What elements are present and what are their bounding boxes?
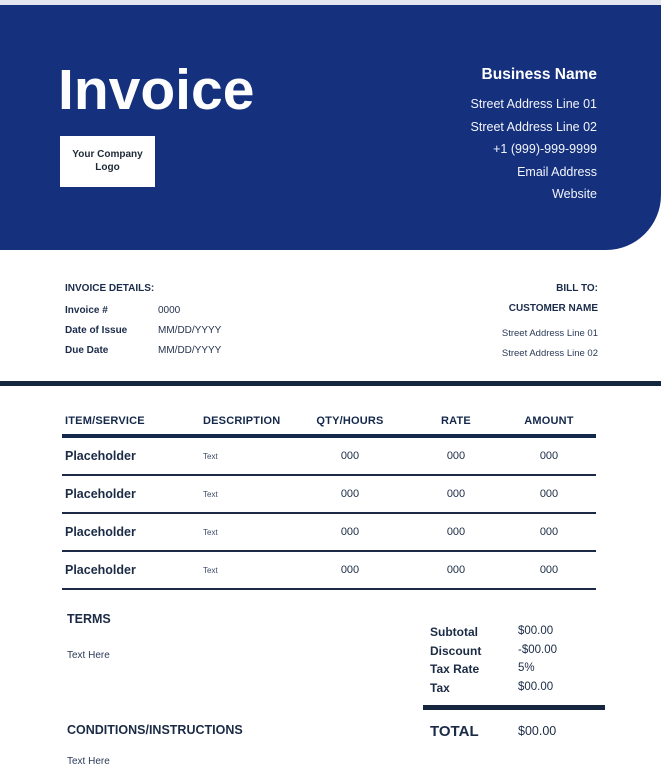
- total-label: TOTAL: [430, 722, 479, 740]
- terms-text: Text Here: [67, 650, 110, 661]
- qty-cell: 000: [340, 564, 360, 576]
- conditions-heading: CONDITIONS/INSTRUCTIONS: [67, 723, 243, 737]
- table-row: [62, 552, 596, 590]
- invoice-number-label: Invoice #: [65, 305, 108, 316]
- invoice-number-value: 0000: [158, 305, 181, 316]
- date-of-issue-row: [65, 325, 221, 345]
- qty-cell: 000: [340, 450, 360, 462]
- customer-name: CUSTOMER NAME: [508, 303, 598, 314]
- description-cell: Text: [203, 489, 218, 499]
- date-of-issue-value: MM/DD/YYYY: [158, 325, 222, 336]
- qty-cell: 000: [340, 488, 360, 500]
- description-cell: Text: [203, 451, 218, 461]
- item-cell: Placeholder: [65, 449, 136, 463]
- item-cell: Placeholder: [65, 525, 136, 539]
- subtotal-label: Subtotal: [430, 625, 478, 639]
- bill-to-heading: BILL TO:: [556, 283, 598, 294]
- col-header-item: ITEM/SERVICE: [65, 414, 145, 427]
- conditions-text: Text Here: [67, 756, 110, 767]
- rate-cell: 000: [446, 526, 466, 538]
- business-address-line-1: Street Address Line 01: [470, 97, 597, 111]
- total-row: [423, 723, 605, 740]
- table-row: [62, 514, 596, 552]
- amount-cell: 000: [539, 450, 559, 462]
- totals-rows: [423, 625, 605, 710]
- discount-value: -$00.00: [518, 643, 558, 656]
- company-logo: [60, 136, 155, 187]
- logo-line-1: Your Company: [72, 149, 143, 160]
- customer-address-line-1: Street Address Line 01: [501, 328, 598, 339]
- items-table: [62, 407, 596, 590]
- date-of-issue-label: Date of Issue: [65, 325, 128, 336]
- company-logo-text: [72, 149, 142, 174]
- subtotal-row: [423, 625, 605, 644]
- page-title: Invoice: [58, 58, 255, 122]
- tax-rate-label: Tax Rate: [430, 662, 480, 677]
- customer-address-line-2: Street Address Line 02: [501, 348, 598, 359]
- due-date-value: MM/DD/YYYY: [158, 345, 222, 356]
- tax-label: Tax: [430, 681, 450, 696]
- logo-line-2: Logo: [95, 161, 120, 173]
- invoice-header: [0, 5, 661, 250]
- bill-to: [502, 283, 598, 364]
- invoice-number-row: [65, 305, 221, 325]
- business-name: Business Name: [481, 66, 597, 83]
- rate-cell: 000: [446, 564, 466, 576]
- business-website: Website: [552, 187, 597, 202]
- business-phone: +1 (999)-999-9999: [493, 142, 597, 157]
- rate-cell: 000: [446, 450, 466, 462]
- tax-rate-value: 5%: [518, 662, 535, 675]
- description-cell: Text: [203, 565, 218, 575]
- table-row: [62, 438, 596, 476]
- terms-heading: TERMS: [67, 612, 111, 626]
- col-header-description: DESCRIPTION: [203, 414, 281, 427]
- invoice-details-heading: INVOICE DETAILS:: [65, 283, 155, 294]
- due-date-row: [65, 345, 221, 365]
- discount-row: [423, 644, 605, 663]
- due-date-label: Due Date: [65, 345, 109, 356]
- description-cell: Text: [203, 527, 218, 537]
- business-address-line-2: Street Address Line 02: [470, 119, 597, 134]
- table-row: [62, 476, 596, 514]
- business-info: [471, 66, 597, 206]
- totals-summary: [423, 625, 605, 740]
- item-cell: Placeholder: [65, 563, 136, 577]
- total-value: $00.00: [518, 723, 557, 738]
- qty-cell: 000: [340, 526, 360, 538]
- discount-label: Discount: [430, 643, 482, 658]
- table-header-row: [62, 407, 596, 438]
- invoice-details: [65, 283, 221, 365]
- col-header-qty: QTY/HOURS: [316, 414, 384, 427]
- subtotal-value: $00.00: [518, 625, 554, 637]
- business-email: Email Address: [517, 164, 597, 179]
- col-header-amount: AMOUNT: [524, 414, 574, 427]
- tax-rate-row: [423, 662, 605, 681]
- amount-cell: 000: [539, 526, 559, 538]
- item-cell: Placeholder: [65, 487, 136, 501]
- rate-cell: 000: [446, 488, 466, 500]
- amount-cell: 000: [539, 488, 559, 500]
- tax-value: $00.00: [518, 681, 554, 694]
- amount-cell: 000: [539, 564, 559, 576]
- tax-row: [423, 681, 605, 700]
- col-header-rate: RATE: [441, 414, 471, 427]
- section-divider: [0, 381, 661, 386]
